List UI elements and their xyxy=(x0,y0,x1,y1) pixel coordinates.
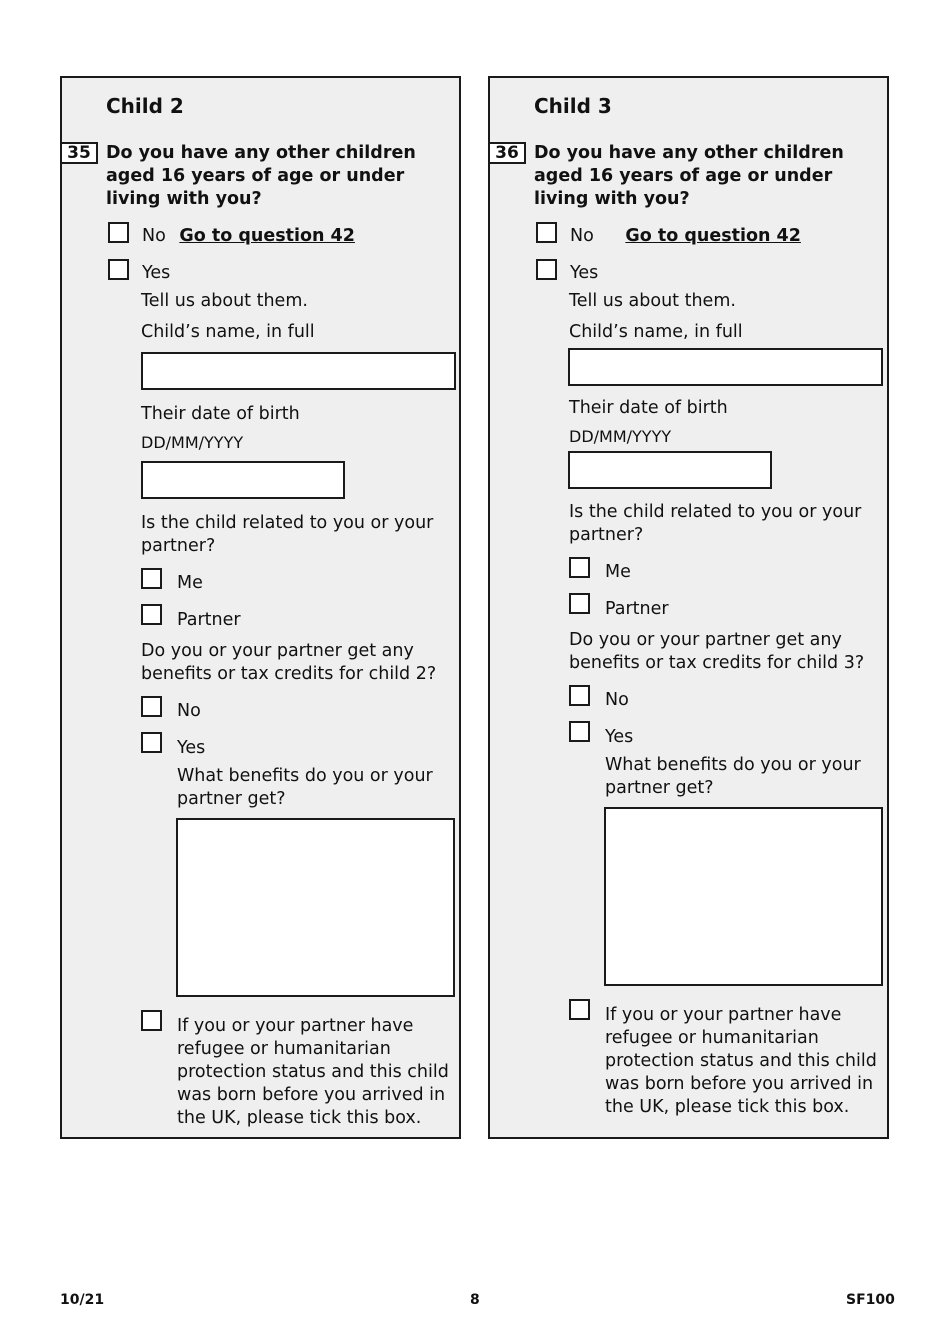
question-text: Do you have any other children aged 16 years of age or under living with you? xyxy=(534,143,844,209)
footer-date: 10/21 xyxy=(60,1292,105,1308)
yes-checkbox[interactable] xyxy=(108,259,129,280)
form-code: SF100 xyxy=(846,1292,895,1308)
benefits-yes-checkbox[interactable] xyxy=(569,721,590,742)
partner-label: Partner xyxy=(177,610,241,630)
child-name-input[interactable] xyxy=(141,352,456,390)
partner-checkbox[interactable] xyxy=(569,593,590,614)
refugee-text: If you or your partner have refugee or humanitarian protection status and this child was born before you arrived in the UK, please tick this box. xyxy=(177,1016,449,1128)
what-benefits-label: What benefits do you or your partner get? xyxy=(177,766,433,809)
section-title: Child 2 xyxy=(106,94,184,118)
dob-input[interactable] xyxy=(568,451,772,489)
goto-question-link[interactable]: Go to question 42 xyxy=(179,226,355,246)
what-benefits-label: What benefits do you or your partner get? xyxy=(605,755,861,798)
benefits-no-checkbox[interactable] xyxy=(569,685,590,706)
dob-format-hint: DD/MM/YYYY xyxy=(141,433,244,452)
goto-question-link[interactable]: Go to question 42 xyxy=(625,226,801,246)
me-checkbox[interactable] xyxy=(141,568,162,589)
section-title: Child 3 xyxy=(534,94,612,118)
refugee-text: If you or your partner have refugee or humanitarian protection status and this child was born before you arrived in the UK, please tick this box. xyxy=(605,1005,877,1117)
dob-format-hint: DD/MM/YYYY xyxy=(569,427,672,446)
me-label: Me xyxy=(605,562,631,582)
no-checkbox[interactable] xyxy=(108,222,129,243)
benefits-yes-checkbox[interactable] xyxy=(141,732,162,753)
related-question: Is the child related to you or your partner? xyxy=(141,513,434,556)
no-label: No xyxy=(570,226,594,246)
me-checkbox[interactable] xyxy=(569,557,590,578)
question-text: Do you have any other children aged 16 years of age or under living with you? xyxy=(106,143,416,209)
question-number: 36 xyxy=(488,142,526,164)
benefits-yes-label: Yes xyxy=(177,738,206,758)
tell-us-text: Tell us about them. xyxy=(141,291,308,311)
child-name-label: Child’s name, in full xyxy=(569,322,743,342)
no-checkbox[interactable] xyxy=(536,222,557,243)
benefits-yes-label: Yes xyxy=(605,727,634,747)
yes-label: Yes xyxy=(142,263,171,283)
dob-label: Their date of birth xyxy=(569,398,728,418)
no-label: No xyxy=(142,226,166,246)
refugee-checkbox[interactable] xyxy=(141,1010,162,1031)
child-2-section xyxy=(60,76,461,1139)
yes-label: Yes xyxy=(570,263,599,283)
benefits-textarea[interactable] xyxy=(604,807,883,986)
partner-checkbox[interactable] xyxy=(141,604,162,625)
child-name-label: Child’s name, in full xyxy=(141,322,315,342)
benefits-question: Do you or your partner get any benefits or tax credits for child 3? xyxy=(569,630,865,673)
tell-us-text: Tell us about them. xyxy=(569,291,736,311)
child-3-section xyxy=(488,76,889,1139)
me-label: Me xyxy=(177,573,203,593)
dob-input[interactable] xyxy=(141,461,345,499)
benefits-no-label: No xyxy=(177,701,201,721)
benefits-textarea[interactable] xyxy=(176,818,455,997)
benefits-no-label: No xyxy=(605,690,629,710)
child-name-input[interactable] xyxy=(568,348,883,386)
benefits-no-checkbox[interactable] xyxy=(141,696,162,717)
partner-label: Partner xyxy=(605,599,669,619)
benefits-question: Do you or your partner get any benefits or tax credits for child 2? xyxy=(141,641,437,684)
refugee-checkbox[interactable] xyxy=(569,999,590,1020)
question-number: 35 xyxy=(60,142,98,164)
dob-label: Their date of birth xyxy=(141,404,300,424)
page-number: 8 xyxy=(470,1292,480,1308)
related-question: Is the child related to you or your partner? xyxy=(569,502,862,545)
yes-checkbox[interactable] xyxy=(536,259,557,280)
